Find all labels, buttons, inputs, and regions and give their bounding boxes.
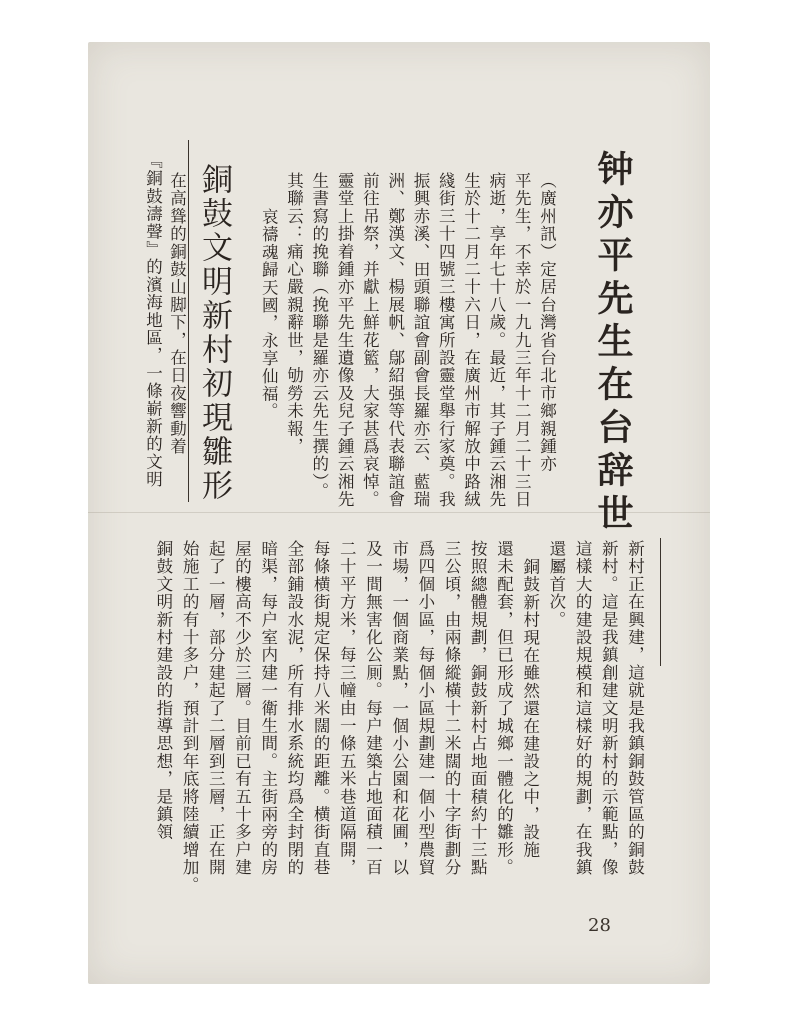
text-column: 銅鼓新村現在雖然還在建設之中，設施 [520,558,540,859]
text-column: 銅鼓文明新村建設的指導思想，是鎮領 [153,540,173,841]
text-column: 『銅鼓濤聲』的濱海地區，一條嶄新的文明 [143,152,163,489]
text-column: 哀禱魂歸天國，永享仙福。 [259,208,279,421]
text-column: 在高聳的銅鼓山脚下，在日夜響動着 [167,172,187,456]
text-column: 全部鋪設水泥，所有排水系統均爲全封閉的 [284,540,304,877]
text-column: 這樣大的建設規模和這樣好的規劃，在我鎮 [573,540,593,877]
text-column: 始施工的有十多户，預計到年底將陸續增加。 [180,540,200,894]
text-column: 生於十二月二十六日，在廣州市解放中路絨 [461,172,481,509]
text-column: 平先生，不幸於一九九三年十二月二十三日 [512,172,532,509]
article-title-zhong-yiping: 钟亦平先生在台辞世 [592,150,633,537]
text-column: 暗渠，每户室内建一衛生間。主街兩旁的房 [258,540,278,877]
text-column: 還未配套，但已形成了城鄉一體化的雛形。 [494,540,514,877]
text-column: 每條横街規定保持八米闊的距離。横街直巷 [311,540,331,877]
text-column: 生書寫的挽聯（挽聯是羅亦云先生撰的）。 [309,172,329,501]
text-column: 新村。這是我鎮創建文明新村的示範點，像 [599,540,619,877]
text-column: 三公頃，由兩條縱橫十二米闊的十字街劃分 [442,540,462,877]
text-column: 按照總體規劃，銅鼓新村占地面積約十三點 [468,540,488,877]
page-number: 28 [588,915,611,936]
text-column: 爲四個小區，每個小區規劃建一個小型農貿 [415,540,435,877]
text-column: （廣州訊）定居台灣省台北市鄉親鍾亦 [537,172,557,473]
text-column: 市場，一個商業點，一個小公園和花圃，以 [389,540,409,877]
text-column: 前往吊祭，并獻上鮮花籃，大家甚爲哀悼。 [360,172,380,509]
text-column: 起了一層，部分建起了二層到三層，正在開 [206,540,226,877]
text-column: 靈堂上掛着鍾亦平先生遺像及兒子鍾云湘先 [335,172,355,509]
text-column: 振興赤溪、田頭聯誼會副會長羅亦云、藍瑞 [411,172,430,509]
article2-bottom-rule [660,538,661,666]
text-column: 二十平方米，每三幢由一條五米巷道隔開， [337,540,357,877]
text-column: 其聯云：痛心嚴親辭世，劬勞未報， [284,172,304,456]
text-column: 屋的樓高不少於三層。目前已有五十多户建 [232,540,252,877]
text-column: 洲、鄭漢文、楊展帆、鄔紹强等代表聯誼會 [385,172,405,509]
text-column: 新村正在興建，這就是我鎮銅鼓管區的銅鼓 [625,540,645,877]
text-column: 及一間無害化公厠。每户建築占地面積一百 [363,540,383,877]
article-title-tonggu-village: 銅鼓文明新村初現雛形 [196,163,232,503]
text-column: 病逝，享年七十八歲。最近，其子鍾云湘先 [486,172,506,509]
text-column: 還屬首次。 [546,540,566,629]
article2-left-rule [188,140,189,502]
text-column: 綫街三十四號三樓寓所設靈堂舉行家奠。我 [436,172,456,509]
